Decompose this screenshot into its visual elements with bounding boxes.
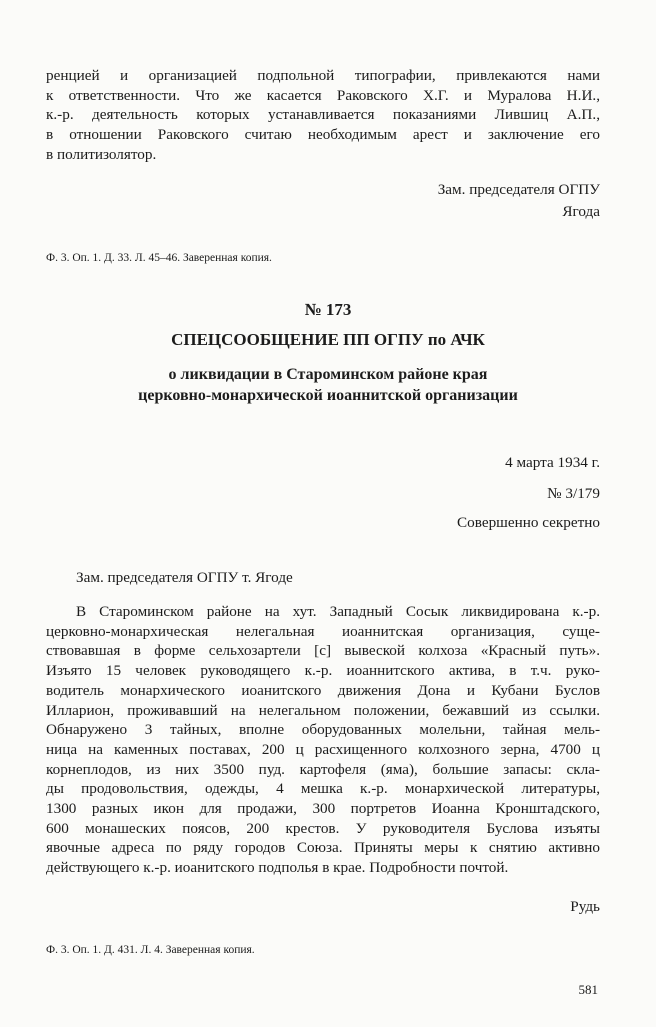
document-ref-number: № 3/179 — [547, 485, 600, 502]
text-line: корнеплодов, из них 3500 пуд. картофеля (яма), большие запасы: скла- — [46, 760, 600, 778]
top-paragraph — [46, 66, 600, 165]
text-line: 600 монашеских поясов, 200 крестов. У руководителя Буслова изъяты — [46, 819, 600, 837]
text-line: ды продовольствия, одежды, 4 мешка к.-р. монархической литературы, — [46, 780, 600, 798]
document-subtitle-line-1: о ликвидации в Староминском районе края — [168, 366, 488, 383]
text-line: водитель монархического иоанитского движения Дона и Кубани Буслов — [46, 681, 600, 699]
page-number: 581 — [578, 982, 598, 997]
text-line: в политизолятор. — [46, 145, 157, 163]
text-line: ница на каменных поставах, 200 ц расхищенного колхозного зерна, 4700 ц — [46, 740, 600, 758]
text-line: ренцией и организацией подпольной типографии, привлекаются нами — [46, 67, 600, 84]
document-number: № 173 — [304, 300, 352, 319]
text-line: Обнаружено 3 тайных, вполне оборудованных молельни, тайная мель- — [46, 721, 600, 739]
document-title: СПЕЦСООБЩЕНИЕ ПП ОГПУ по АЧК — [171, 330, 485, 349]
signature-position: Зам. председателя ОГПУ — [437, 181, 600, 198]
document-date: 4 марта 1934 г. — [505, 454, 600, 471]
document-signature: Рудь — [570, 898, 600, 915]
document-body — [46, 602, 600, 878]
classification-mark: Совершенно секретно — [457, 514, 600, 531]
text-line: в отношении Раковского считаю необходимым арест и заключение его — [46, 126, 600, 144]
archive-source-2: Ф. 3. Оп. 1. Д. 431. Л. 4. Заверенная копия. — [46, 944, 255, 956]
document-subtitle-line-2: церковно-монархической иоаннитской организации — [138, 387, 518, 404]
text-line: Изъято 15 человек руководящего к.-р. иоаннитского актива, в т.ч. руко- — [46, 662, 600, 680]
text-line: ствовавшая в форме сельхозартели [с] вывеской колхоза «Красный путь». — [46, 642, 600, 660]
text-line: действующего к.-р. иоанитского подполья в крае. Подробности почтой. — [46, 859, 509, 877]
signature-name: Ягода — [562, 203, 600, 220]
text-line: 1300 разных икон для продажи, 300 портретов Иоанна Кронштадского, — [46, 800, 600, 818]
text-line: В Староминском районе на хут. Западный Сосык ликвидирована к.-р. — [76, 603, 600, 620]
archive-source: Ф. 3. Оп. 1. Д. 33. Л. 45–46. Заверенная копия. — [46, 252, 272, 264]
text-line: к.-р. деятельность которых устанавливается показаниями Лившиц А.П., — [46, 106, 600, 124]
text-line: к ответственности. Что же касается Раковского Х.Г. и Муралова Н.И., — [46, 86, 600, 104]
text-line: явочные адреса по ряду городов Союза. Приняты меры к снятию активно — [46, 839, 600, 857]
text-line: Илларион, проживавший на нелегальном положении, бежавший из ссылки. — [46, 701, 600, 719]
text-line: церковно-монархическая нелегальная иоаннитская организация, суще- — [46, 622, 600, 640]
addressee: Зам. председателя ОГПУ т. Ягоде — [76, 569, 293, 586]
